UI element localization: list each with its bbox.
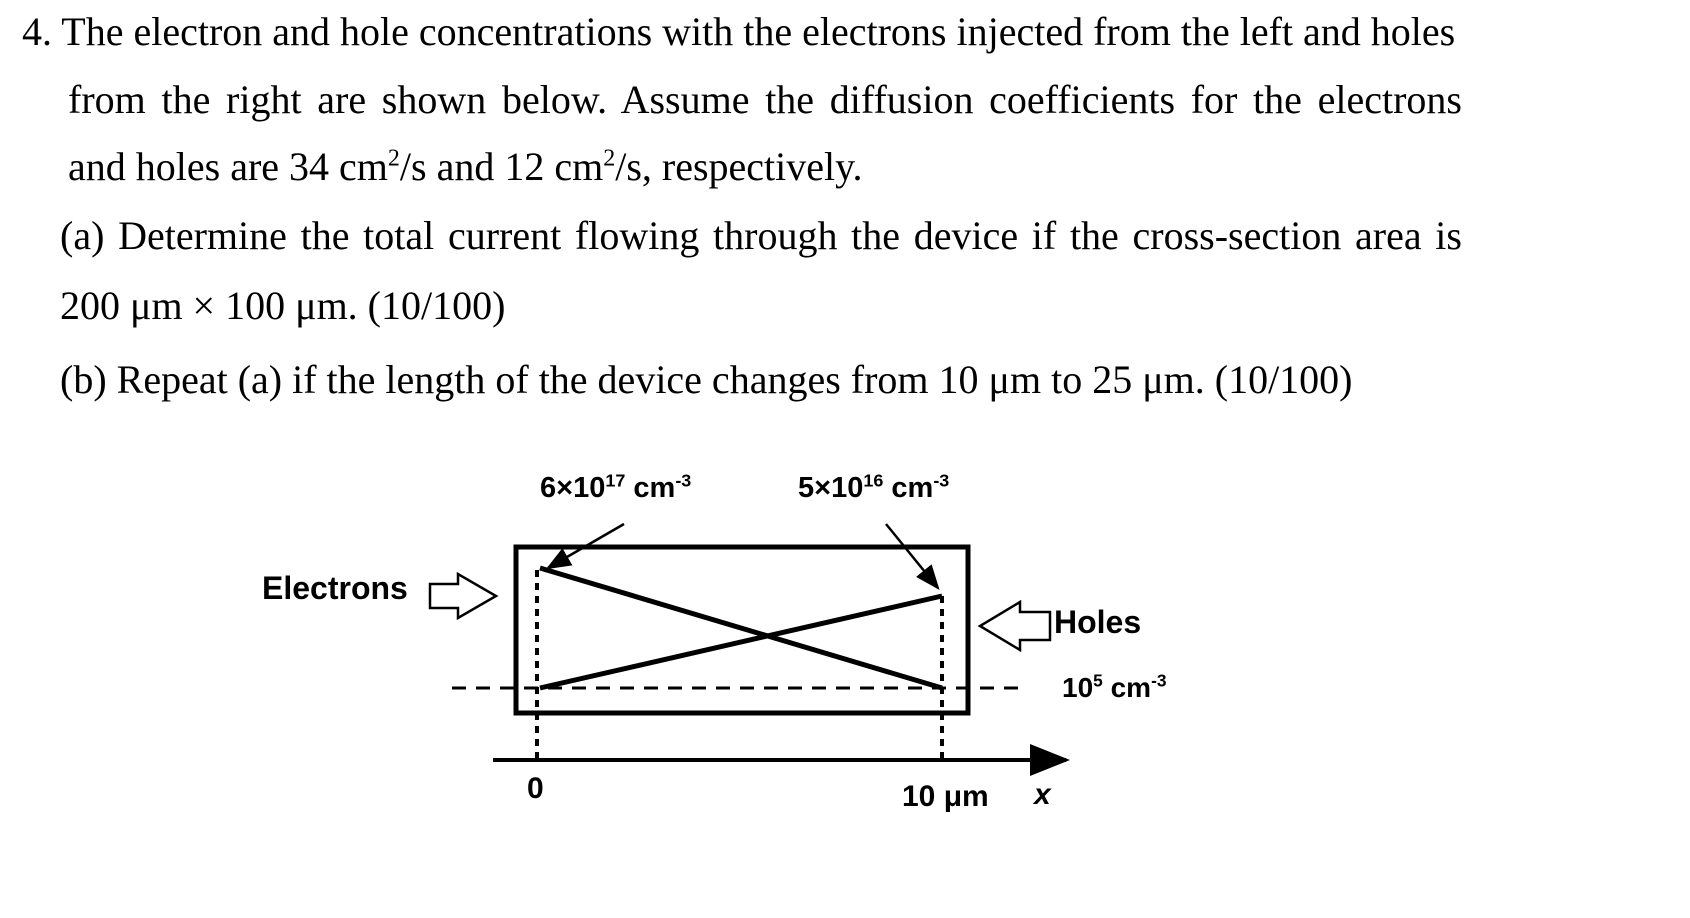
- line3-sup-2: 2: [603, 145, 616, 172]
- line3-sup-1: 2: [387, 145, 400, 172]
- line3-part-a: and holes are 34 cm: [68, 144, 388, 189]
- electron-concentration-line: [540, 568, 942, 688]
- baseline-unit-exp: -3: [1151, 670, 1167, 691]
- line3-part-b: /s and 12 cm: [399, 144, 604, 189]
- electrons-label: Electrons: [262, 570, 408, 606]
- electron-peak-label: [540, 472, 691, 505]
- x-end-label: 10 μm: [902, 780, 989, 813]
- hole-peak-unit: cm: [883, 472, 934, 504]
- baseline-unit: cm: [1102, 672, 1152, 703]
- hole-peak-exp: 16: [863, 470, 884, 491]
- hole-peak-pointer-arrow: [886, 524, 938, 588]
- x-origin-label: 0: [527, 772, 544, 805]
- problem-number: 4.: [22, 9, 52, 54]
- holes-injection-arrow-icon: [980, 602, 1050, 650]
- problem-text-line1: The electron and hole concentrations with the electrons injected from the left and holes: [61, 9, 1456, 54]
- baseline-exp: 5: [1093, 670, 1103, 691]
- electron-peak-unit-exp: -3: [675, 470, 692, 491]
- electron-peak-unit: cm: [625, 472, 676, 504]
- hole-concentration-line: [540, 596, 942, 688]
- x-axis-label: x: [1034, 778, 1051, 811]
- baseline-base: 10: [1062, 672, 1094, 703]
- hole-peak-label: [798, 472, 949, 505]
- part-a-line-1: (a) Determine the total current flowing through the device if the cross-section area is: [60, 213, 1462, 258]
- hole-peak-unit-exp: -3: [933, 470, 950, 491]
- line3-part-c: /s, respectively.: [615, 144, 863, 189]
- holes-label: Holes: [1054, 604, 1142, 640]
- part-a-line-2: 200 μm × 100 μm. (10/100): [60, 283, 506, 328]
- electron-peak-exp: 17: [605, 470, 626, 491]
- baseline-concentration-label: [1062, 672, 1167, 704]
- problem-line-2: from the right are shown below. Assume the diffusion coefficients for the electrons: [68, 77, 1462, 122]
- electrons-injection-arrow-icon: [430, 574, 496, 618]
- electron-peak-base: 6×10: [540, 472, 606, 504]
- part-b-line: (b) Repeat (a) if the length of the device changes from 10 μm to 25 μm. (10/100): [60, 357, 1353, 402]
- hole-peak-base: 5×10: [798, 472, 864, 504]
